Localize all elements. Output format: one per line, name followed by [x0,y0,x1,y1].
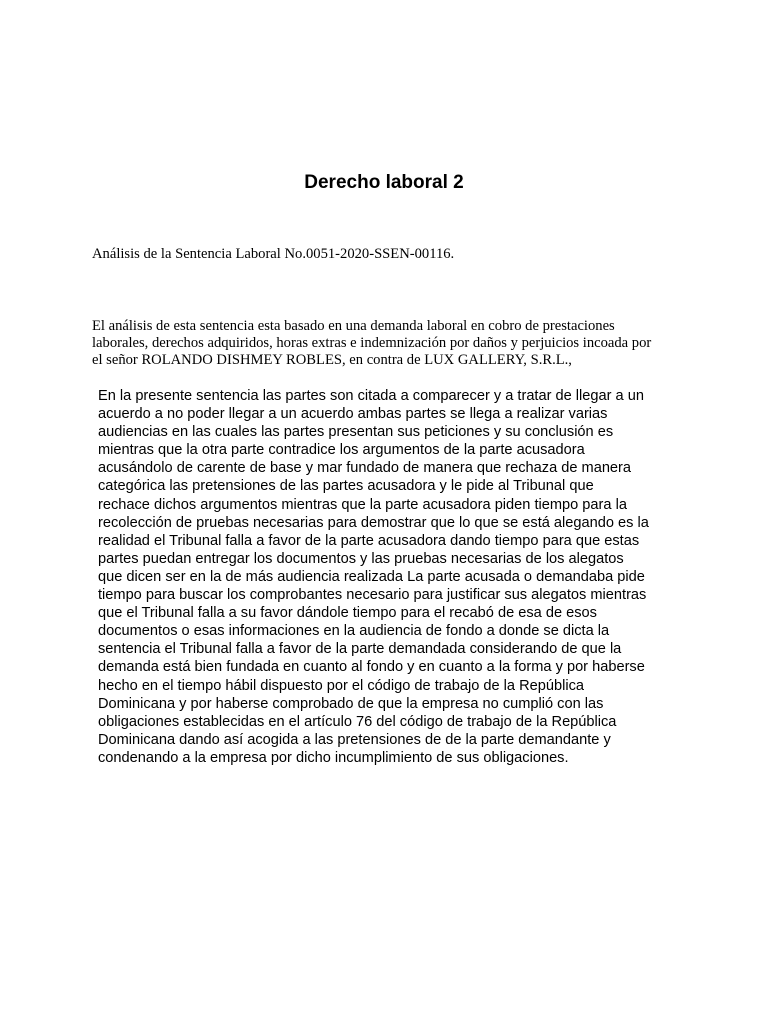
body-paragraph: En la presente sentencia las partes son citada a comparecer y a tratar de llegar a un acuerdo a no poder llegar a un acuerdo ambas partes se llega a realizar varias audiencias en las cuales las partes presentan sus peticiones y su conclusión es mientras que la otra parte contradice los argumentos de la parte acusadora acusándolo de carente de base y mar fundado de manera que rechaza de manera categórica las pretensiones de las partes acusadora y le pide al Tribunal que rechace dichos argumentos mientras que la parte acusadora piden tiempo para la recolección de pruebas necesarias para demostrar que lo que se está alegando es la realidad el Tribunal falla a favor de la parte acusadora dando tiempo para que estas partes puedan entregar los documentos y las pruebas necesarias de los alegatos que dicen ser en la de más audiencia realizada La parte acusada o demandaba pide tiempo para buscar los comprobantes necesario para justificar sus alegatos mientras que el Tribunal falla a su favor dándole tiempo para el recabó de esa de esos documentos o esas informaciones en la audiencia de fondo a donde se dicta la sentencia el Tribunal falla a favor de la parte demandada considerando de que la demanda está bien fundada en cuanto al fondo y en cuanto a la forma y por haberse hecho en el tiempo hábil dispuesto por el código de trabajo de la República Dominicana y por haberse comprobado de que la empresa no cumplió con las obligaciones establecidas en el artículo 76 del código de trabajo de la República Dominicana dando así acogida a las pretensiones de de la parte demandante y condenando a la empresa por dicho incumplimiento de sus obligaciones. [98,388,649,766]
intro-paragraph: El análisis de esta sentencia esta basado en una demanda laboral en cobro de prestaciones laborales, derechos adquiridos, horas extras e indemnización por daños y perjuicios incoada por el señor ROLANDO DISHMEY ROBLES, en contra de LUX GALLERY, S.R.L., [92,318,652,368]
document-subtitle: Análisis de la Sentencia Laboral No.0051-2020-SSEN-00116. [92,246,455,262]
page-title: Derecho laboral 2 [304,172,464,193]
